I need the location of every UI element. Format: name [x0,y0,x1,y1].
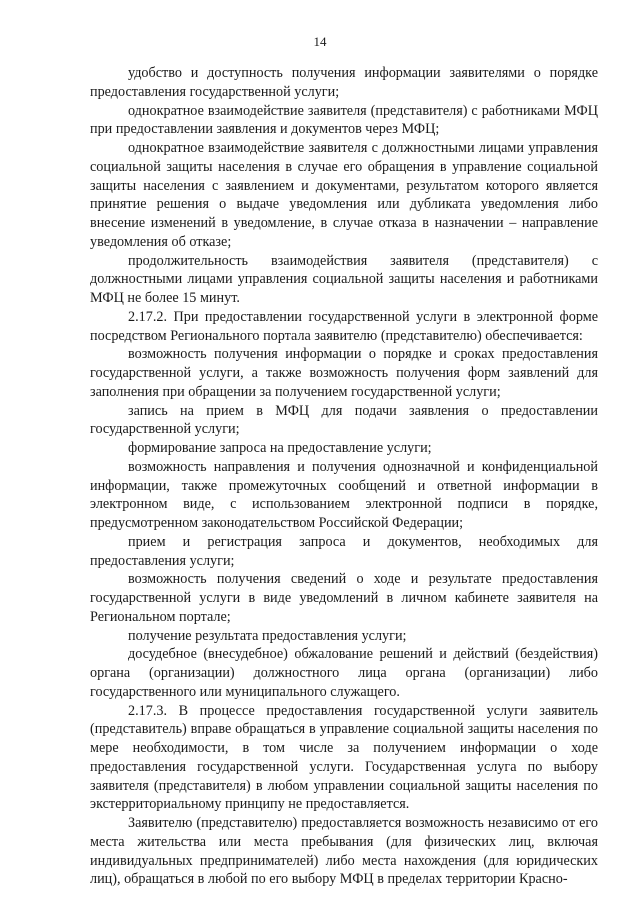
paragraph: возможность получения сведений о ходе и результате предоставления государственной услуги в виде уведомлений в личном кабинете заявителя на Региональном портале; [90,571,598,625]
paragraph: формирование запроса на предоставление услуги; [128,440,432,456]
paragraph: однократное взаимодействие заявителя с должностными лицами управления социальной защиты населения в случае его обращения в управление социальной защиты населения с заявлением и документами, результатом которого является принятие решения о выдаче уведомления или дубликата уведомления либо внесение изменений в уведомление, в случае отказа в назначении – направление уведомления об отказе; [90,140,598,250]
paragraph: однократное взаимодействие заявителя (представителя) с работниками МФЦ при предоставлении заявления и документов через МФЦ; [90,102,598,138]
paragraph: возможность направления и получения однозначной и конфиденциальной информации, также промежуточных сообщений и ответной информации в электронном виде, с использованием электронной подписи в порядке, предусмотренном законодательством Российской Федерации; [90,458,598,531]
paragraph: прием и регистрация запроса и документов, необходимых для предоставления услуги; [90,533,598,569]
paragraph: продолжительность взаимодействия заявителя (представителя) с должностными лицами управления социальной защиты населения и работниками МФЦ не более 15 минут. [90,252,598,306]
paragraph: запись на прием в МФЦ для подачи заявления о предоставлении государственной услуги; [90,402,598,438]
paragraph-2-17-3: 2.17.3. В процессе предоставления государственной услуги заявитель (представитель) вправе обращаться в управление социальной защиты населения по мере необходимости, в том числе за получением информации о ходе предоставления государственной услуги. Государственная услуга по выбору заявителя (представителя) в любом управлении социальной защиты населения по экстерриториальному принципу не предоставляется. [90,702,598,813]
paragraph: удобство и доступность получения информации заявителями о порядке предоставления государственной услуги; [90,65,598,100]
document-body [90,64,598,889]
paragraph: Заявителю (представителю) предоставляется возможность независимо от его места жительства или места пребывания (для физических лиц, включая индивидуальных предпринимателей) либо места нахождения (для юридических лиц), обращаться в любой по его выбору МФЦ в пределах территории Красно- [90,815,598,888]
paragraph-2-17-2: 2.17.2. При предоставлении государственной услуги в электронной форме посредством Регионального портала заявителю (представителю) обеспечивается: [90,308,598,344]
page-number: 14 [313,34,327,49]
paragraph: досудебное (внесудебное) обжалование решений и действий (бездействия) органа (организации) должностного лица органа (организации) либо государственного или муниципального служащего. [90,646,598,700]
paragraph: получение результата предоставления услуги; [128,627,407,644]
paragraph: возможность получения информации о порядке и сроках предоставления государственной услуги, а также возможность получения форм заявлений для заполнения при обращении за получением государственной услуги; [90,346,598,400]
